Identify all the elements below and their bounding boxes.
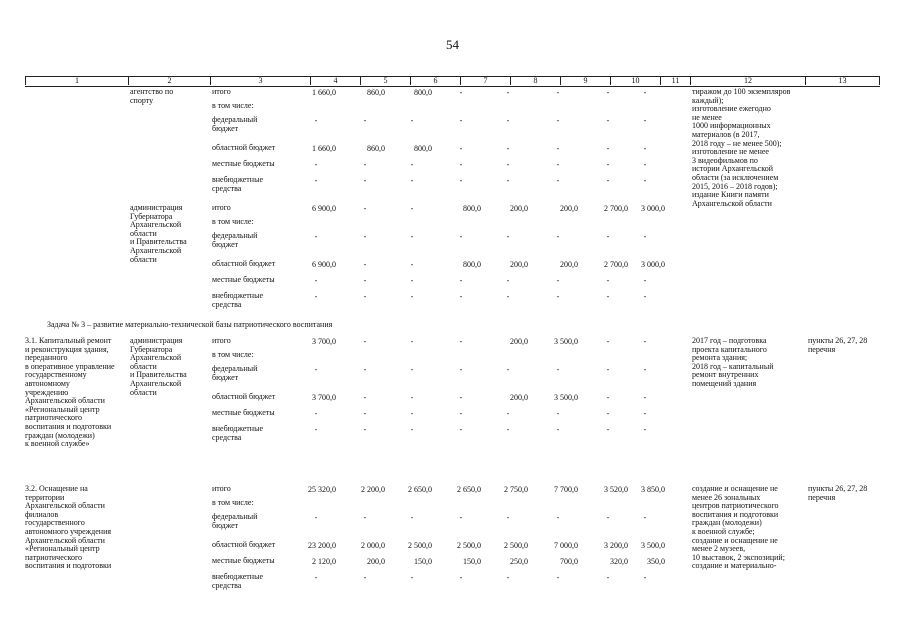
budget-value: - — [459, 88, 463, 97]
header-col-10: 10 — [610, 76, 660, 85]
budget-row-label: итого — [212, 87, 231, 96]
budget-value: - — [556, 176, 560, 185]
budget-row-label: местные бюджеты — [212, 275, 275, 284]
budget-value: - — [314, 409, 318, 418]
budget-value: - — [459, 513, 463, 522]
budget-value: - — [606, 425, 610, 434]
budget-value: 6 900,0 — [312, 204, 336, 213]
budget-value: 3 000,0 — [641, 204, 665, 213]
budget-value: - — [410, 232, 414, 241]
budget-value: - — [459, 409, 463, 418]
budget-value: 2 200,0 — [361, 485, 385, 494]
budget-row-label: федеральный бюджет — [212, 364, 258, 382]
header-col-6: 6 — [410, 76, 460, 85]
budget-value: - — [363, 232, 367, 241]
budget-value: 150,0 — [414, 557, 432, 566]
budget-value: - — [459, 116, 463, 125]
block4-result: создание и оснащение не менее 26 зональных центров патриотического воспитания и подготовки граждан (молодежи) к военной службе; создание и оснащение не менее 2 музеев, 10 выставок, 2 экспозиций; создание и материально- — [692, 484, 785, 571]
header-col-7: 7 — [460, 76, 510, 85]
budget-row-label: местные бюджеты — [212, 408, 275, 417]
column12-text-top: тиражом до 100 экземпляров каждый); изготовление ежегодно не менее 1000 информационных материалов (в 2017, 2018 году – не менее 500); изготовление не менее 3 видеофильмов по истории Архангельской области (за исключением 2015, 2016 – 2018 годов); издание Книги памяти Архангельской области — [692, 87, 791, 208]
budget-value: - — [314, 513, 318, 522]
budget-value: - — [459, 425, 463, 434]
budget-value: 3 500,0 — [641, 541, 665, 550]
block4-reference: пункты 26, 27, 28 перечня — [808, 484, 868, 502]
budget-value: - — [506, 573, 510, 582]
budget-value: - — [314, 176, 318, 185]
budget-row-label: областной бюджет — [212, 259, 276, 268]
budget-row-label: федеральный бюджет — [212, 231, 258, 249]
budget-value: 800,0 — [414, 88, 432, 97]
budget-value: 800,0 — [414, 144, 432, 153]
header-col-11: 11 — [660, 76, 690, 85]
budget-value: 1 660,0 — [312, 144, 336, 153]
budget-value: - — [643, 176, 647, 185]
budget-value: 6 900,0 — [312, 260, 336, 269]
budget-row-label: внебюджетные средства — [212, 175, 263, 193]
budget-value: - — [606, 232, 610, 241]
budget-value: - — [506, 425, 510, 434]
budget-value: - — [314, 232, 318, 241]
budget-row-label: итого — [212, 203, 231, 212]
page-number: 54 — [446, 37, 459, 52]
block3-measure: 3.1. Капитальный ремонт и реконструкция здания, переданного в оперативное управление государственному автономному учреждению Архангельской области «Региональный центр патриотического воспитания и подготовки граждан (молодежи) к военной службе» — [25, 336, 115, 449]
budget-value: 700,0 — [560, 557, 578, 566]
budget-value: 200,0 — [560, 204, 578, 213]
budget-value: - — [556, 232, 560, 241]
budget-row-label: внебюджетные средства — [212, 424, 263, 442]
header-col-1: 1 — [25, 76, 128, 85]
budget-value: - — [506, 144, 510, 153]
budget-value: - — [643, 337, 647, 346]
budget-row-label: областной бюджет — [212, 143, 276, 152]
budget-value: 3 700,0 — [312, 393, 336, 402]
budget-value: - — [556, 292, 560, 301]
budget-value: - — [410, 409, 414, 418]
budget-value: 2 750,0 — [504, 485, 528, 494]
budget-value: 2 120,0 — [312, 557, 336, 566]
budget-value: - — [606, 365, 610, 374]
budget-value: 250,0 — [510, 557, 528, 566]
budget-value: - — [410, 365, 414, 374]
budget-value: - — [556, 365, 560, 374]
budget-value: - — [556, 144, 560, 153]
budget-value: 3 000,0 — [641, 260, 665, 269]
budget-value: 2 000,0 — [361, 541, 385, 550]
budget-value: - — [556, 513, 560, 522]
budget-row-label: в том числе: — [212, 350, 254, 359]
budget-value: - — [643, 425, 647, 434]
budget-value: - — [459, 337, 463, 346]
header-col-13: 13 — [805, 76, 880, 85]
budget-value: 3 850,0 — [641, 485, 665, 494]
budget-value: - — [643, 409, 647, 418]
budget-value: - — [410, 276, 414, 285]
budget-value: - — [556, 116, 560, 125]
budget-value: - — [506, 409, 510, 418]
budget-value: 800,0 — [463, 204, 481, 213]
budget-value: - — [606, 88, 610, 97]
budget-value: - — [643, 513, 647, 522]
budget-value: 2 650,0 — [408, 485, 432, 494]
header-col-3: 3 — [210, 76, 310, 85]
budget-value: - — [506, 160, 510, 169]
budget-value: - — [506, 513, 510, 522]
budget-value: - — [506, 276, 510, 285]
budget-value: - — [606, 160, 610, 169]
budget-value: - — [606, 292, 610, 301]
budget-value: - — [459, 176, 463, 185]
budget-row-label: местные бюджеты — [212, 556, 275, 565]
budget-row-label: итого — [212, 484, 231, 493]
budget-value: 860,0 — [367, 88, 385, 97]
budget-value: - — [363, 513, 367, 522]
budget-value: - — [363, 176, 367, 185]
budget-value: 800,0 — [463, 260, 481, 269]
budget-value: - — [606, 144, 610, 153]
budget-value: - — [606, 337, 610, 346]
budget-value: - — [606, 573, 610, 582]
budget-value: - — [606, 116, 610, 125]
budget-value: - — [410, 393, 414, 402]
budget-value: - — [410, 513, 414, 522]
budget-value: 3 700,0 — [312, 337, 336, 346]
budget-value: 860,0 — [367, 144, 385, 153]
block3-result: 2017 год – подготовка проекта капитального ремонта здания; 2018 год – капитальный ремонт внутренних помещений здания — [692, 336, 774, 388]
budget-value: - — [363, 204, 367, 213]
budget-value: - — [363, 393, 367, 402]
budget-value: 200,0 — [510, 260, 528, 269]
budget-value: - — [643, 292, 647, 301]
budget-value: - — [314, 160, 318, 169]
budget-value: - — [459, 160, 463, 169]
budget-value: 1 660,0 — [312, 88, 336, 97]
budget-value: 2 500,0 — [504, 541, 528, 550]
budget-row-label: в том числе: — [212, 101, 254, 110]
budget-value: 150,0 — [463, 557, 481, 566]
budget-value: 200,0 — [510, 204, 528, 213]
budget-value: - — [643, 573, 647, 582]
budget-value: - — [459, 393, 463, 402]
budget-value: 200,0 — [510, 393, 528, 402]
header-col-2: 2 — [128, 76, 210, 85]
block2-agency: администрация Губернатора Архангельской области и Правительства Архангельской области — [130, 203, 187, 264]
budget-value: - — [314, 365, 318, 374]
budget-value: - — [363, 160, 367, 169]
budget-value: - — [410, 425, 414, 434]
budget-value: - — [643, 232, 647, 241]
budget-value: - — [506, 176, 510, 185]
budget-value: - — [556, 160, 560, 169]
header-col-12: 12 — [690, 76, 805, 85]
budget-value: 2 700,0 — [604, 204, 628, 213]
budget-row-label: федеральный бюджет — [212, 512, 258, 530]
budget-value: - — [643, 276, 647, 285]
budget-value: - — [410, 204, 414, 213]
budget-value: - — [314, 573, 318, 582]
header-col-5: 5 — [360, 76, 410, 85]
budget-value: 7 700,0 — [554, 485, 578, 494]
budget-value: 200,0 — [367, 557, 385, 566]
budget-value: - — [363, 260, 367, 269]
budget-value: 320,0 — [610, 557, 628, 566]
budget-value: - — [410, 337, 414, 346]
budget-value: - — [459, 144, 463, 153]
budget-row-label: областной бюджет — [212, 392, 276, 401]
budget-value: - — [410, 292, 414, 301]
budget-value: - — [314, 276, 318, 285]
budget-value: - — [410, 116, 414, 125]
budget-value: - — [410, 573, 414, 582]
budget-value: 2 700,0 — [604, 260, 628, 269]
budget-value: - — [459, 232, 463, 241]
budget-value: - — [363, 116, 367, 125]
budget-value: 350,0 — [647, 557, 665, 566]
header-col-8: 8 — [510, 76, 560, 85]
budget-value: - — [556, 425, 560, 434]
budget-value: 2 500,0 — [457, 541, 481, 550]
budget-value: - — [314, 116, 318, 125]
budget-value: 7 000,0 — [554, 541, 578, 550]
budget-value: - — [459, 573, 463, 582]
budget-value: - — [643, 160, 647, 169]
budget-value: - — [363, 292, 367, 301]
budget-value: - — [363, 425, 367, 434]
budget-value: 2 650,0 — [457, 485, 481, 494]
budget-row-label: итого — [212, 336, 231, 345]
header-col-4: 4 — [310, 76, 360, 85]
budget-value: 2 500,0 — [408, 541, 432, 550]
budget-row-label: областной бюджет — [212, 540, 276, 549]
block3-reference: пункты 26, 27, 28 перечня — [808, 336, 868, 354]
budget-value: 25 320,0 — [308, 485, 336, 494]
budget-value: - — [410, 160, 414, 169]
budget-value: - — [506, 365, 510, 374]
budget-value: - — [643, 365, 647, 374]
task3-heading: Задача № 3 – развитие материально-технической базы патриотического воспитания — [47, 320, 333, 329]
budget-value: - — [643, 393, 647, 402]
budget-row-label: внебюджетные средства — [212, 572, 263, 590]
budget-value: - — [606, 176, 610, 185]
budget-row-label: внебюджетные средства — [212, 291, 263, 309]
budget-value: - — [363, 337, 367, 346]
budget-value: - — [506, 88, 510, 97]
budget-value: - — [363, 573, 367, 582]
budget-value: - — [556, 88, 560, 97]
budget-value: - — [556, 573, 560, 582]
budget-value: 23 200,0 — [308, 541, 336, 550]
budget-value: - — [506, 292, 510, 301]
budget-value: 3 200,0 — [604, 541, 628, 550]
budget-value: 3 520,0 — [604, 485, 628, 494]
budget-value: - — [606, 513, 610, 522]
budget-value: - — [606, 409, 610, 418]
budget-value: - — [410, 260, 414, 269]
budget-row-label: в том числе: — [212, 498, 254, 507]
budget-value: - — [643, 88, 647, 97]
budget-value: - — [459, 276, 463, 285]
budget-value: - — [556, 409, 560, 418]
budget-row-label: в том числе: — [212, 217, 254, 226]
budget-value: - — [314, 425, 318, 434]
budget-value: - — [459, 365, 463, 374]
budget-value: - — [506, 232, 510, 241]
budget-value: - — [606, 393, 610, 402]
budget-value: 200,0 — [510, 337, 528, 346]
budget-value: - — [506, 116, 510, 125]
budget-value: - — [363, 365, 367, 374]
budget-value: - — [314, 292, 318, 301]
budget-row-label: местные бюджеты — [212, 159, 275, 168]
budget-row-label: федеральный бюджет — [212, 115, 258, 133]
block3-agency: администрация Губернатора Архангельской области и Правительства Архангельской области — [130, 336, 187, 397]
budget-value: 3 500,0 — [554, 393, 578, 402]
budget-value: 200,0 — [560, 260, 578, 269]
budget-value: - — [643, 116, 647, 125]
header-col-9: 9 — [560, 76, 610, 85]
budget-value: - — [556, 276, 560, 285]
budget-value: 3 500,0 — [554, 337, 578, 346]
budget-value: - — [363, 409, 367, 418]
budget-value: - — [363, 276, 367, 285]
budget-value: - — [606, 276, 610, 285]
block4-measure: 3.2. Оснащение на территории Архангельской области филиалов государственного автономного учреждения Архангельской области «Региональный центр патриотического воспитания и подготовки — [25, 484, 112, 571]
budget-value: - — [643, 144, 647, 153]
budget-value: - — [410, 176, 414, 185]
budget-value: - — [459, 292, 463, 301]
block1-agency: агентство по спорту — [130, 87, 174, 105]
